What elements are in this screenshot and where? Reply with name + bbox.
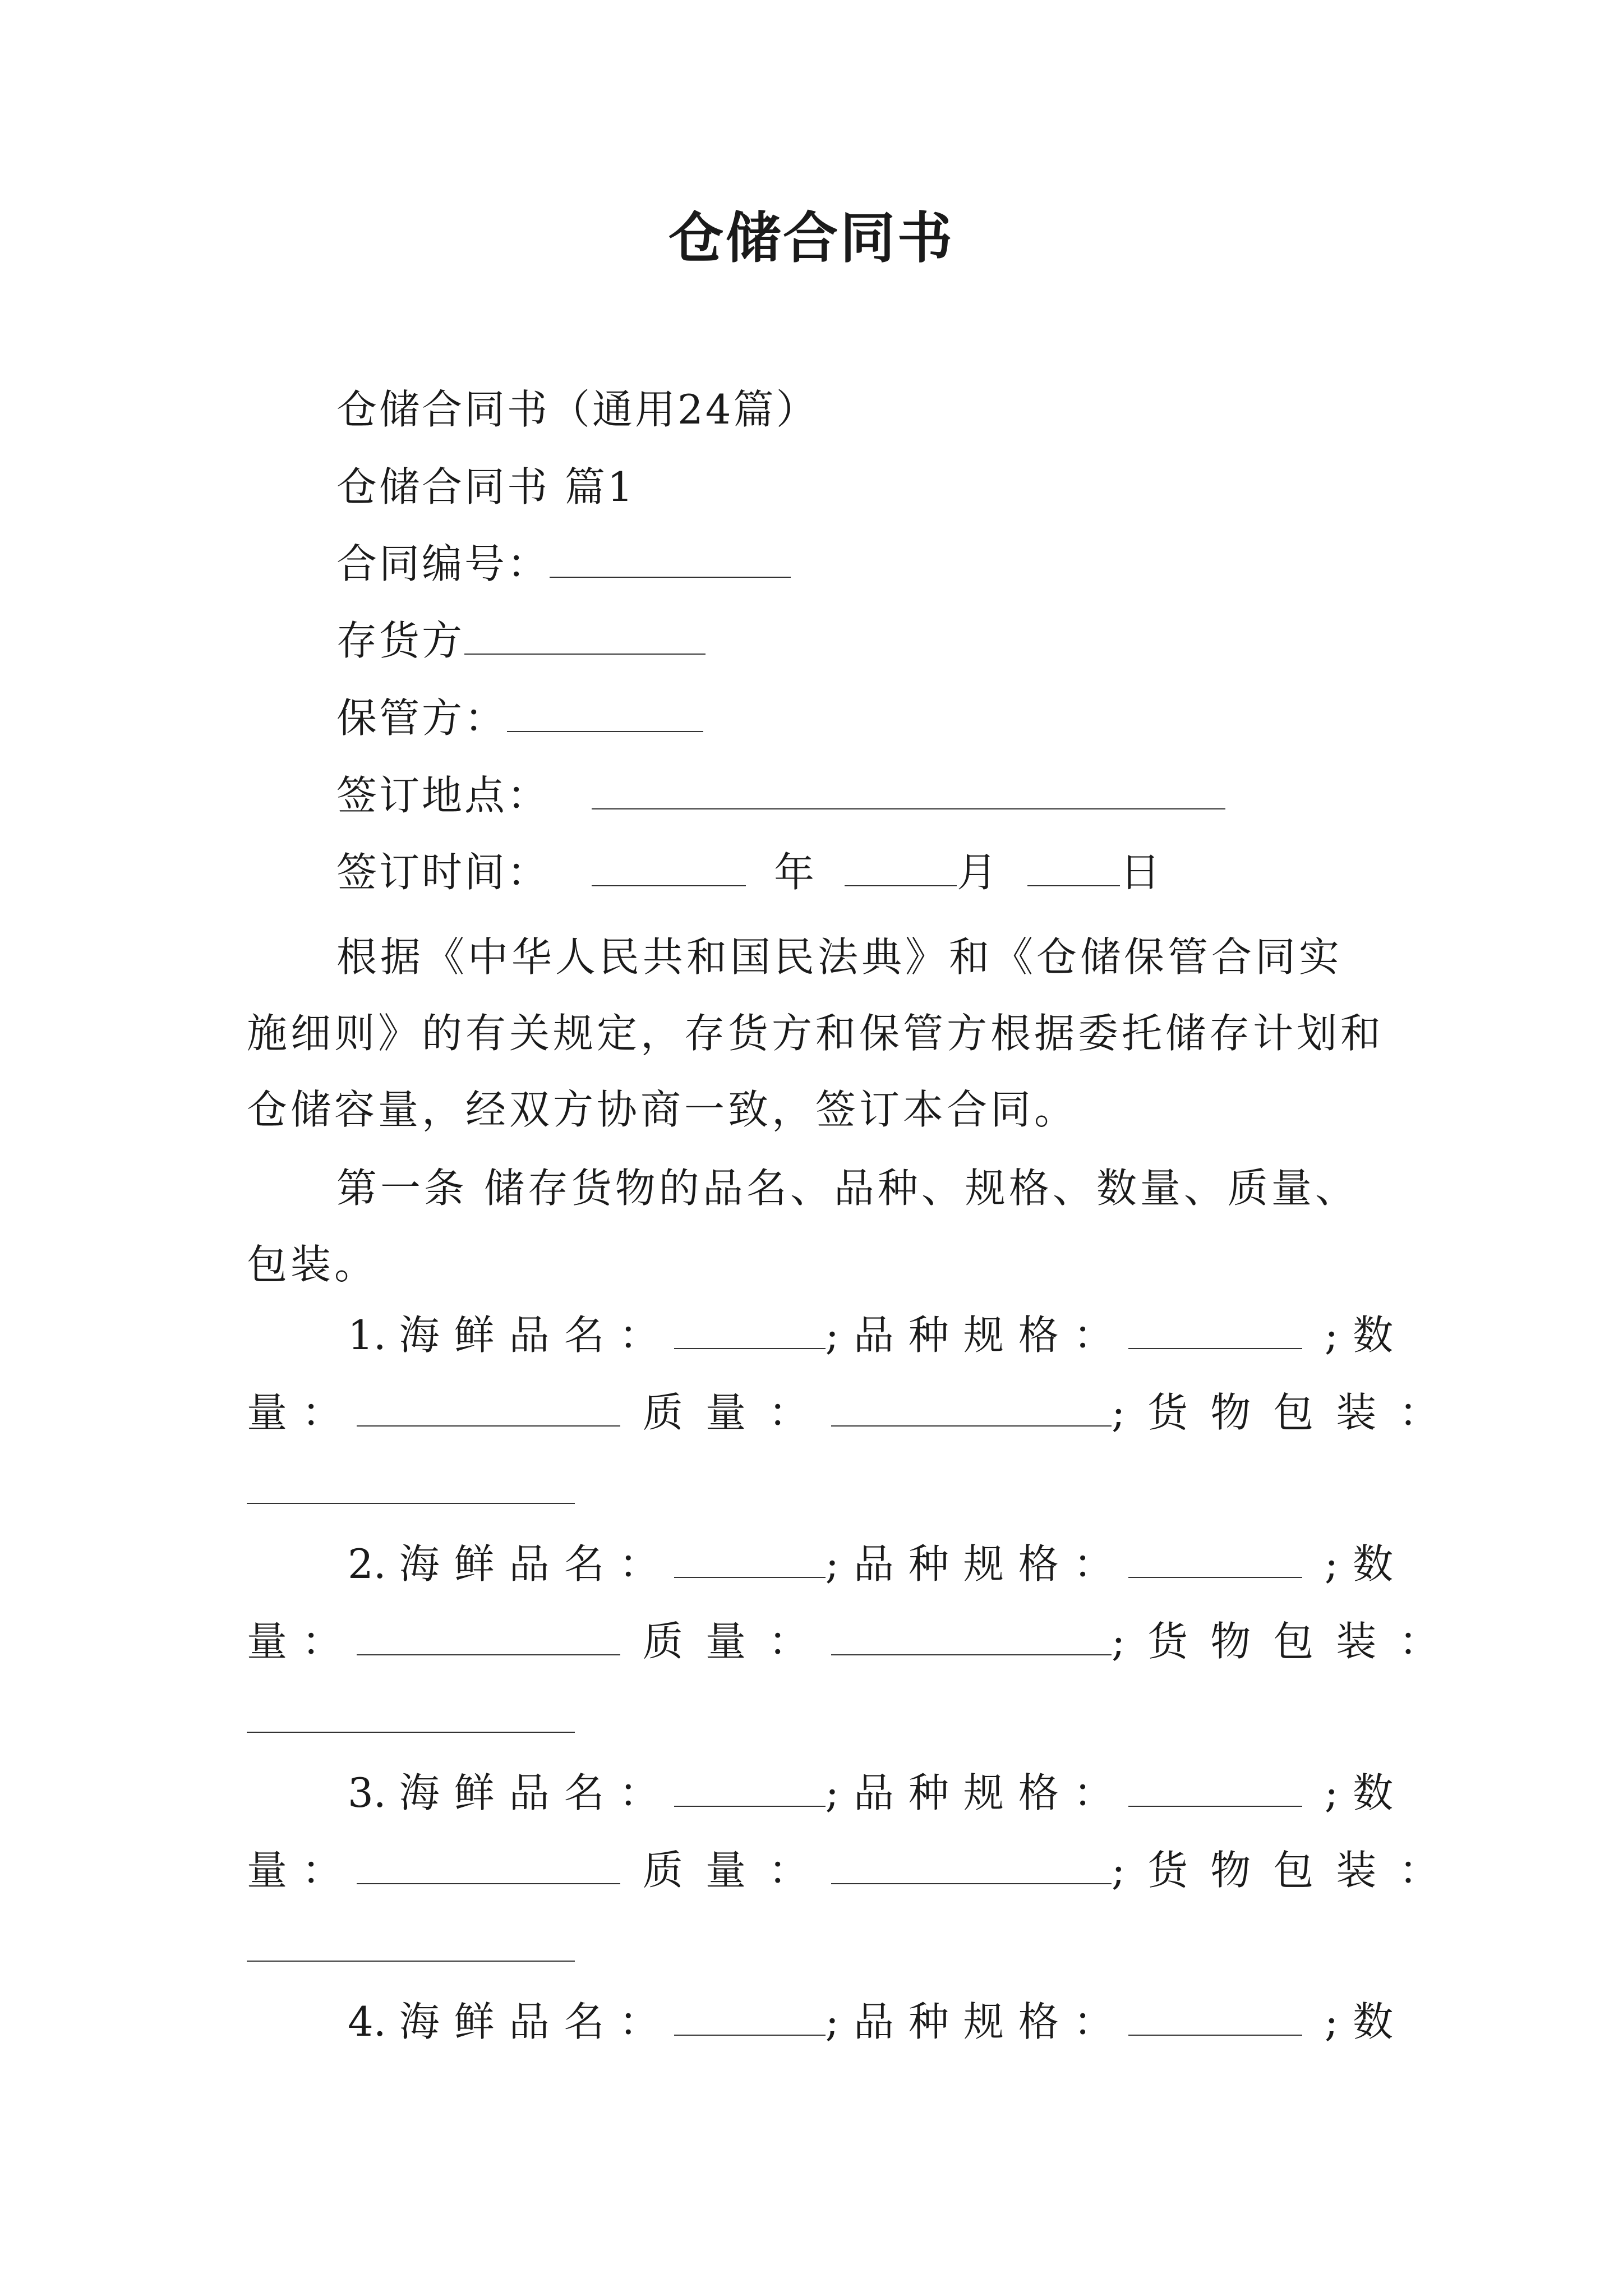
item-quality-label: 质量： xyxy=(643,1618,832,1665)
item-spec-blank xyxy=(1128,2002,1302,2036)
depositor-row xyxy=(336,613,706,669)
item-num: 4. xyxy=(348,1998,386,2045)
contract-no-label: 合同编号： xyxy=(336,540,550,587)
item-name-blank xyxy=(674,2002,826,2036)
item-spec-blank xyxy=(1128,1544,1302,1578)
year-label: 年 xyxy=(774,849,817,896)
item-qty-blank xyxy=(357,1851,620,1884)
item-spec-label: ;品种规格： xyxy=(825,1312,1128,1359)
item-num: 3. xyxy=(348,1769,386,1816)
item-name-label: 海鲜品名： xyxy=(399,1540,674,1588)
item-3-row-2 xyxy=(247,1842,1461,1898)
section-heading: 仓储合同书 篇1 xyxy=(336,463,635,510)
item-quality-label: 质量： xyxy=(643,1389,832,1436)
sign-place-row xyxy=(336,767,1225,823)
custodian-blank xyxy=(507,698,703,732)
item-spec-label: ;品种规格： xyxy=(825,1540,1128,1588)
day-label: 日 xyxy=(1120,849,1163,896)
item-qty-label: ;数 xyxy=(1324,1312,1408,1359)
item-name-label: 海鲜品名： xyxy=(399,1998,674,2045)
sign-time-row xyxy=(336,844,1163,900)
month-blank xyxy=(845,853,957,886)
item-qty-label: ;数 xyxy=(1324,1769,1408,1816)
month-label: 月 xyxy=(957,849,1000,896)
item-pack-label: ;货物包装： xyxy=(1112,1618,1462,1665)
day-blank xyxy=(1027,853,1120,886)
item-qty-label: ;数 xyxy=(1324,1540,1408,1588)
item-quality-blank xyxy=(831,1622,1112,1655)
article-one-text: 第一条 储存货物的品名、品种、规格、数量、质量、包装。 xyxy=(247,1165,1359,1288)
item-pack-label: ;货物包装： xyxy=(1112,1847,1462,1894)
item-1-row-1 xyxy=(348,1307,1408,1363)
depositor-blank xyxy=(464,621,706,655)
item-1-row-3 xyxy=(247,1462,575,1518)
contract-no-blank xyxy=(550,544,791,578)
depositor-label: 存货方 xyxy=(336,617,465,664)
item-2-row-1 xyxy=(348,1536,1408,1592)
item-spec-label: ;品种规格： xyxy=(825,1998,1128,2045)
item-name-label: 海鲜品名： xyxy=(399,1769,674,1816)
contract-no-row xyxy=(336,536,791,592)
item-name-blank xyxy=(674,1315,826,1349)
intro-text: 根据《中华人民共和国民法典》和《仓储保管合同实施细则》的有关规定，存货方和保管方根据委托储存计划和仓储容量，经双方协商一致，签订本合同。 xyxy=(247,933,1385,1133)
custodian-label: 保管方： xyxy=(336,694,508,742)
item-qty-label-2: 量： xyxy=(247,1618,357,1665)
item-name-blank xyxy=(674,1773,826,1807)
item-qty-blank xyxy=(357,1393,620,1427)
item-2-row-2 xyxy=(247,1613,1461,1669)
item-num: 1. xyxy=(348,1312,386,1359)
item-pack-blank xyxy=(247,1470,575,1504)
item-quality-label: 质量： xyxy=(643,1847,832,1894)
item-num: 2. xyxy=(348,1540,386,1588)
sign-place-label: 签订地点： xyxy=(336,772,550,819)
custodian-row xyxy=(336,690,703,746)
sign-time-label: 签订时间： xyxy=(336,849,550,896)
item-pack-blank xyxy=(247,1928,575,1962)
intro-paragraph xyxy=(247,919,1385,1148)
item-3-row-3 xyxy=(247,1920,575,1976)
item-qty-label-2: 量： xyxy=(247,1389,357,1436)
item-4-row-1 xyxy=(348,1994,1408,2050)
item-2-row-3 xyxy=(247,1691,575,1747)
item-pack-blank xyxy=(247,1699,575,1733)
document-subtitle: 仓储合同书（通用24篇） xyxy=(336,386,819,433)
sign-place-blank xyxy=(592,776,1225,809)
item-name-label: 海鲜品名： xyxy=(399,1312,674,1359)
page-title: 仓储合同书 xyxy=(668,206,955,270)
item-name-blank xyxy=(674,1544,826,1578)
item-3-row-1 xyxy=(348,1765,1408,1821)
item-spec-blank xyxy=(1128,1315,1302,1349)
item-spec-label: ;品种规格： xyxy=(825,1769,1128,1816)
item-qty-label: ;数 xyxy=(1324,1998,1408,2045)
item-qty-label-2: 量： xyxy=(247,1847,357,1894)
article-one xyxy=(247,1150,1385,1303)
item-quality-blank xyxy=(831,1393,1112,1427)
item-quality-blank xyxy=(831,1851,1112,1884)
item-1-row-2 xyxy=(247,1384,1461,1441)
item-spec-blank xyxy=(1128,1773,1302,1807)
year-blank xyxy=(592,853,746,886)
item-qty-blank xyxy=(357,1622,620,1655)
item-pack-label: ;货物包装： xyxy=(1112,1389,1462,1436)
